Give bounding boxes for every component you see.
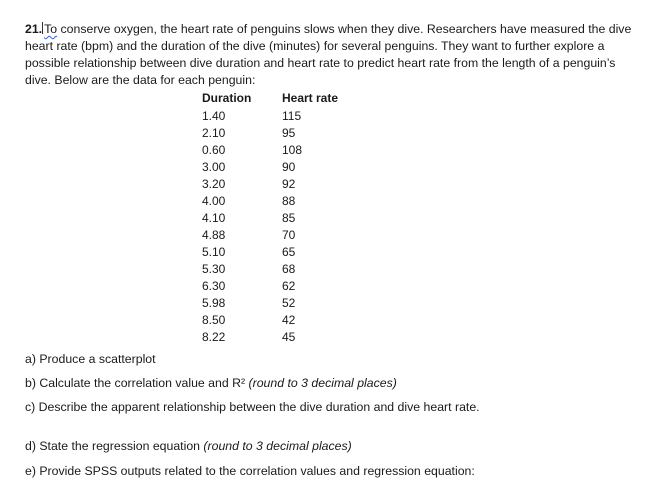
table-row <box>202 175 362 192</box>
table-row <box>202 260 362 277</box>
heart-rate-cell: 52 <box>282 295 296 310</box>
heart-rate-cell: 108 <box>282 142 303 157</box>
part-d <box>25 439 352 453</box>
duration-cell: 5.10 <box>202 244 226 259</box>
heart-rate-cell: 70 <box>282 227 296 242</box>
table-row <box>202 277 362 294</box>
part-a <box>25 352 156 366</box>
table-header-row <box>202 89 362 107</box>
duration-cell: 8.22 <box>202 329 226 344</box>
table-row <box>202 124 362 141</box>
table-row <box>202 107 362 124</box>
table-row <box>202 243 362 260</box>
part-d-note: (round to 3 decimal places) <box>203 439 352 453</box>
heart-rate-cell: 68 <box>282 261 296 276</box>
heart-rate-cell: 42 <box>282 312 296 327</box>
penguin-data-table <box>202 89 362 345</box>
heart-rate-cell: 62 <box>282 278 296 293</box>
heart-rate-cell: 115 <box>282 108 302 123</box>
heart-rate-cell: 65 <box>282 244 296 259</box>
duration-cell: 4.00 <box>202 193 226 208</box>
question-number: 21. <box>25 22 43 36</box>
duration-header: Duration <box>202 91 252 105</box>
table-row <box>202 209 362 226</box>
duration-cell: 4.88 <box>202 227 226 242</box>
text-cursor <box>42 22 43 34</box>
heart-rate-cell: 85 <box>282 210 296 225</box>
heart-rate-cell: 95 <box>282 125 296 140</box>
duration-cell: 3.00 <box>202 159 226 174</box>
duration-cell: 6.30 <box>202 278 226 293</box>
duration-cell: 3.20 <box>202 176 226 191</box>
part-e-text: e) Provide SPSS outputs related to the correlation values and regression equation: <box>25 464 475 478</box>
spelling-flagged-word[interactable]: To <box>44 22 58 36</box>
duration-cell: 8.50 <box>202 312 226 327</box>
part-b-note: (round to 3 decimal places) <box>248 376 397 390</box>
table-row <box>202 311 362 328</box>
part-b-text: b) Calculate the correlation value and R² <box>25 376 249 390</box>
duration-cell: 5.98 <box>202 295 226 310</box>
question-text: conserve oxygen, the heart rate of penguins slows when they dive. Researchers have measured the dive heart rate (bpm) and the duration of the dive (minutes) for several penguins. They want to further explore a possible relationship between dive duration and heart rate to predict heart rate from the length of a penguin’s dive. Below are the data for each penguin: <box>25 22 632 87</box>
heart-rate-cell: 92 <box>282 176 296 191</box>
duration-cell: 4.10 <box>202 210 226 225</box>
part-a-text: a) Produce a scatterplot <box>25 352 156 366</box>
heart-rate-header: Heart rate <box>282 91 339 105</box>
table-row <box>202 158 362 175</box>
duration-cell: 1.40 <box>202 108 226 123</box>
part-e <box>25 464 475 478</box>
heart-rate-cell: 88 <box>282 193 296 208</box>
heart-rate-cell: 45 <box>282 329 296 344</box>
table-row <box>202 328 362 345</box>
part-c-text: c) Describe the apparent relationship between the dive duration and dive heart rate. <box>25 400 480 414</box>
duration-cell: 2.10 <box>202 125 226 140</box>
duration-cell: 5.30 <box>202 261 226 276</box>
part-d-text: d) State the regression equation <box>25 439 204 453</box>
part-c <box>25 400 480 414</box>
question-21-intro <box>25 21 637 89</box>
table-row <box>202 141 362 158</box>
table-row <box>202 192 362 209</box>
table-row <box>202 226 362 243</box>
heart-rate-cell: 90 <box>282 159 296 174</box>
duration-cell: 0.60 <box>202 142 226 157</box>
table-row <box>202 294 362 311</box>
part-b <box>25 376 397 390</box>
